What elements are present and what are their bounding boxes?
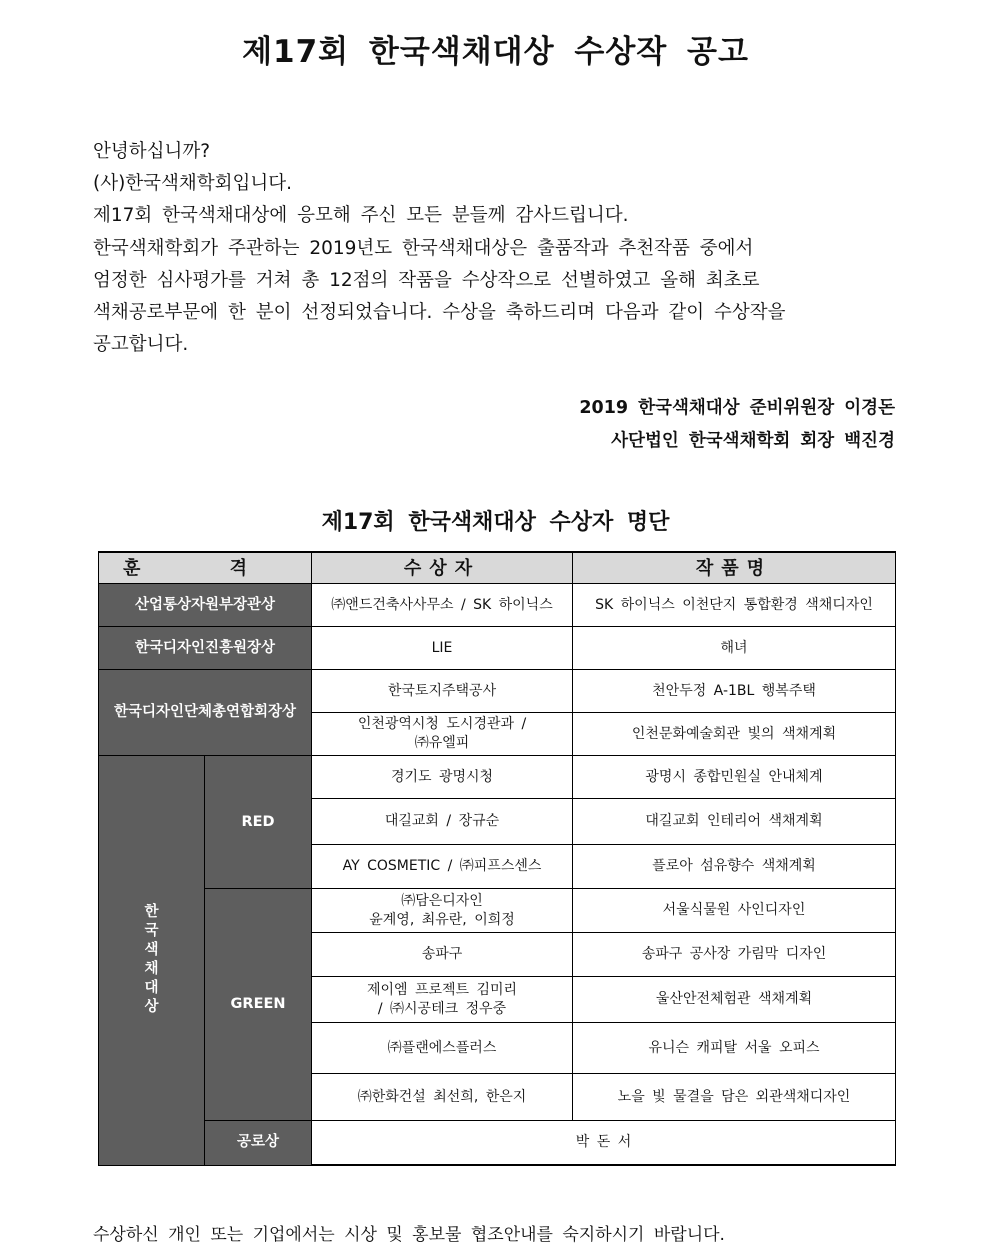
intro-line: 색채공로부문에 한 분이 선정되었습니다. 수상을 축하드리며 다음과 같이 수상작을 <box>93 302 786 324</box>
vertical-char: 대 <box>144 980 159 997</box>
intro-line: 엄정한 심사평가를 거쳐 총 12점의 작품을 수상작으로 선별하였고 올해 최초로 <box>93 269 760 291</box>
winner-line: ㈜유엘피 <box>414 735 470 751</box>
vertical-char: 국 <box>144 923 159 940</box>
award-category: 한국디자인단체총연합회장상 <box>99 670 312 756</box>
winner-line: 인천광역시청 도시경관과 / <box>357 716 527 732</box>
vertical-char: 한 <box>144 904 159 921</box>
signature-president: 사단법인 한국색채학회 회장 백진경 <box>611 431 895 451</box>
work-cell: 해녀 <box>573 627 896 670</box>
winner-cell <box>312 977 573 1023</box>
table-row <box>99 1121 896 1166</box>
intro-line: 안녕하십니까? <box>93 141 211 162</box>
page-title: 제17회 한국색채대상 수상작 공고 <box>242 34 749 70</box>
signature-block <box>579 392 895 458</box>
work-cell: 노을 빛 물결을 담은 외관색채디자인 <box>573 1074 896 1121</box>
signature-chair: 2019 한국색채대상 준비위원장 이경돈 <box>579 398 895 418</box>
vertical-char: 채 <box>144 961 159 978</box>
sub-category-red: RED <box>205 756 312 889</box>
intro-line: (사)한국색채학회입니다. <box>93 173 293 195</box>
winner-cell: ㈜플랜에스플러스 <box>312 1023 573 1074</box>
winner-cell: 경기도 광명시청 <box>312 756 573 799</box>
work-cell: 유니슨 캐피탈 서울 오피스 <box>573 1023 896 1074</box>
winner-cell: ㈜한화건설 최선희, 한은지 <box>312 1074 573 1121</box>
header-work: 작품명 <box>573 552 896 584</box>
work-cell: SK 하이닉스 이천단지 통합환경 색채디자인 <box>573 584 896 627</box>
intro-line: 공고합니다. <box>93 334 189 356</box>
work-cell: 서울식물원 사인디자인 <box>573 889 896 933</box>
winner-line: ㈜담은디자인 <box>401 892 483 909</box>
winner-cell <box>312 889 573 933</box>
work-cell: 천안두정 A-1BL 행복주택 <box>573 670 896 713</box>
work-cell: 광명시 종합민원실 안내체계 <box>573 756 896 799</box>
intro-line: 한국색채학회가 주관하는 2019년도 한국색채대상은 출품작과 추천작품 중에서 <box>93 237 754 259</box>
table-row <box>99 627 896 670</box>
winner-line: 윤계영, 최유란, 이희정 <box>369 911 515 928</box>
award-category-korea-color <box>99 756 205 1166</box>
table-row <box>99 584 896 627</box>
winner-line: / ㈜시공테크 정우중 <box>377 1000 507 1017</box>
work-cell: 울산안전체험관 색채계획 <box>573 977 896 1023</box>
winner-cell <box>312 713 573 756</box>
award-category: 한국디자인진흥원장상 <box>99 627 312 670</box>
table-row <box>99 670 896 713</box>
work-cell: 인천문화예술회관 빛의 색채계획 <box>573 713 896 756</box>
work-cell: 플로아 섬유향수 색채계획 <box>573 845 896 889</box>
footer-note: 수상하신 개인 또는 기업에서는 시상 및 홍보물 협조안내를 숙지하시기 바랍니다. <box>93 1225 725 1245</box>
work-cell: 송파구 공사장 가림막 디자인 <box>573 933 896 977</box>
table-header-row <box>99 552 896 584</box>
winner-cell: AY COSMETIC / ㈜피프스센스 <box>312 845 573 889</box>
winner-cell: 송파구 <box>312 933 573 977</box>
table-row <box>99 756 896 799</box>
awards-table <box>98 551 896 1166</box>
winner-line: 제이엠 프로젝트 김미리 <box>366 981 518 998</box>
award-category: 산업통상자원부장관상 <box>99 584 312 627</box>
winner-cell: 대길교회 / 장규순 <box>312 799 573 845</box>
winner-cell: 한국토지주택공사 <box>312 670 573 713</box>
work-cell: 대길교회 인테리어 색채계획 <box>573 799 896 845</box>
intro-text <box>93 136 913 361</box>
intro-line: 제17회 한국색채대상에 응모해 주신 모든 분들께 감사드립니다. <box>93 205 629 227</box>
sub-category-merit: 공로상 <box>205 1121 312 1166</box>
table-title: 제17회 한국색채대상 수상자 명단 <box>321 510 670 535</box>
vertical-char: 색 <box>144 942 159 959</box>
winner-cell-merit: 박 돈 서 <box>312 1121 896 1166</box>
winner-cell: ㈜앤드건축사사무소 / SK 하이닉스 <box>312 584 573 627</box>
sub-category-green: GREEN <box>205 889 312 1121</box>
vertical-char: 상 <box>144 999 159 1016</box>
header-winner: 수상자 <box>312 552 573 584</box>
header-award: 훈 격 <box>99 552 312 584</box>
table-row <box>99 889 896 933</box>
winner-cell: LIE <box>312 627 573 670</box>
